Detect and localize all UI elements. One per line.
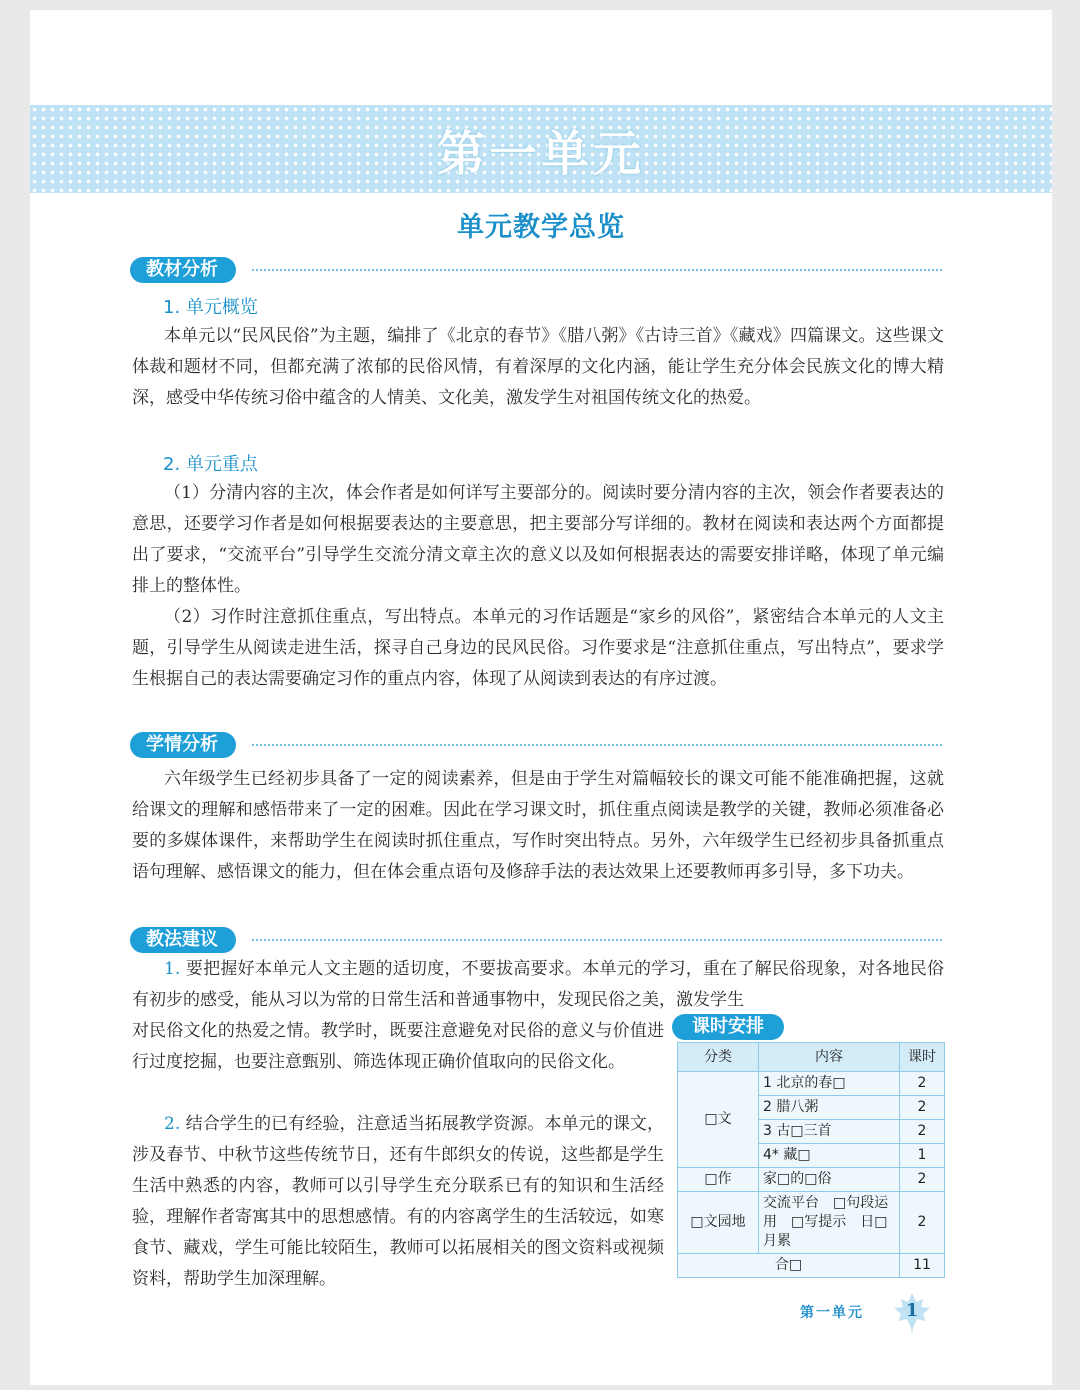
schedule-table: [677, 1042, 945, 1278]
table-row: [678, 1168, 945, 1192]
category-cell: □作: [678, 1168, 759, 1192]
section-header-textbook: [130, 257, 942, 283]
paragraph-method-1: [132, 954, 944, 1016]
dotted-divider: [252, 744, 942, 746]
hours-cell: 2: [900, 1120, 945, 1144]
content-cell: 家□的□俗: [759, 1168, 900, 1192]
subheading-focus: 2. 单元重点: [163, 454, 258, 475]
paragraph-focus-1: （1）分清内容的主次，体会作者是如何详写主要部分的。阅读时要分清内容的主次，领会作者要表达的意思，还要学习作者是如何根据要表达的主要意思，把主要部分写详细的。教材在阅读和表达两个方面都提出了要求，“交流平台”引导学生交流分清文章主次的意义以及如何根据表达的需要安排详略，体现了单元编排上的整体性。: [132, 483, 944, 596]
table-total-row: [678, 1254, 945, 1278]
section-pill-textbook: 教材分析: [130, 257, 236, 283]
total-label-cell: 合□: [678, 1254, 900, 1278]
header-hours: 课时: [900, 1043, 945, 1072]
page: [30, 10, 1052, 1385]
header-content: 内容: [759, 1043, 900, 1072]
section-header-method: [130, 927, 942, 953]
content-cell: 4* 藏□: [759, 1144, 900, 1168]
method-number-1: 1.: [164, 959, 181, 979]
table-header-row: [678, 1043, 945, 1072]
unit-banner: [30, 105, 1052, 193]
table-row: [678, 1072, 945, 1096]
subheading-overview: 1. 单元概览: [163, 297, 258, 318]
overview-title: 单元教学总览: [457, 212, 625, 243]
method-text-1: 要把握好本单元人文主题的适切度，不要拔高要求。本单元的学习，重在了解民俗现象，对各地民俗有初步的感受，能从习以为常的日常生活和普通事物中，发现民俗之美，激发学生: [132, 959, 944, 1010]
section-header-learning: [130, 732, 942, 758]
paragraph-overview: 本单元以“民风民俗”为主题，编排了《北京的春节》《腊八粥》《古诗三首》《藏戏》四篇课文。这些课文体裁和题材不同，但都充满了浓郁的民俗风情，有着深厚的文化内涵，能让学生充分体会民族文化的博大精深，感受中华传统习俗中蕴含的人情美、文化美，激发学生对祖国传统文化的热爱。: [132, 326, 944, 408]
banner-title: 第一单元: [436, 126, 645, 182]
hours-cell: 1: [900, 1144, 945, 1168]
hours-cell: 2: [900, 1168, 945, 1192]
content-cell: 3 古□三首: [759, 1120, 900, 1144]
category-cell: □文园地: [678, 1192, 759, 1254]
dotted-divider: [252, 269, 942, 271]
paragraph-learning: 六年级学生已经初步具备了一定的阅读素养，但是由于学生对篇幅较长的课文可能不能准确把握，这就给课文的理解和感悟带来了一定的困难。因此在学习课文时，抓住重点阅读是教学的关键，教师必须准备必要的多媒体课件，来帮助学生在阅读时抓住重点，写作时突出特点。另外，六年级学生已经初步具备抓重点语句理解、感悟课文的能力，但在体会重点语句及修辞手法的表达效果上还要教师再多引导，多下功夫。: [132, 769, 944, 882]
schedule-pill: 课时安排: [672, 1014, 784, 1040]
footer-unit-label: 第一单元: [800, 1305, 864, 1321]
total-hours-cell: 11: [900, 1254, 945, 1278]
section-pill-method: 教法建议: [130, 927, 236, 953]
page-number: 1: [905, 1300, 919, 1321]
method-number-2: 2.: [164, 1114, 181, 1134]
category-cell: □文: [678, 1072, 759, 1168]
hours-cell: 2: [900, 1072, 945, 1096]
table-row: [678, 1192, 945, 1254]
content-cell: 交流平台 □句段运用 □写提示 日□月累: [759, 1192, 900, 1254]
content-cell: 1 北京的春□: [759, 1072, 900, 1096]
hours-cell: 2: [900, 1096, 945, 1120]
method-text-2: 结合学生的已有经验，注意适当拓展教学资源。本单元的课文，涉及春节、中秋节这些传统节日，还有牛郎织女的传说，这些都是学生生活中熟悉的内容，教师可以引导学生充分联系已有的知识和生活经验，理解作者寄寓其中的思想感情。有的内容离学生的生活较远，如寒食节、藏戏，学生可能比较陌生，教师可以拓展相关的图文资料或视频资料，帮助学生加深理解。: [132, 1114, 665, 1289]
dotted-divider: [252, 939, 942, 941]
paragraph-method-1-cont: 对民俗文化的热爱之情。教学时，既要注意避免对民俗的意义与价值进行过度挖掘，也要注意甄别、筛选体现正确价值取向的民俗文化。: [132, 1021, 664, 1072]
paragraph-focus-2: （2）习作时注意抓住重点，写出特点。本单元的习作话题是“家乡的风俗”，紧密结合本单元的人文主题，引导学生从阅读走进生活，探寻自己身边的民风民俗。习作要求是“注意抓住重点，写出特点”，要求学生根据自己的表达需要确定习作的重点内容，体现了从阅读到表达的有序过渡。: [132, 607, 944, 689]
header-category: 分类: [678, 1043, 759, 1072]
hours-cell: 2: [900, 1192, 945, 1254]
paragraph-method-2: [132, 1109, 664, 1295]
section-pill-learning: 学情分析: [130, 732, 236, 758]
content-cell: 2 腊八粥: [759, 1096, 900, 1120]
